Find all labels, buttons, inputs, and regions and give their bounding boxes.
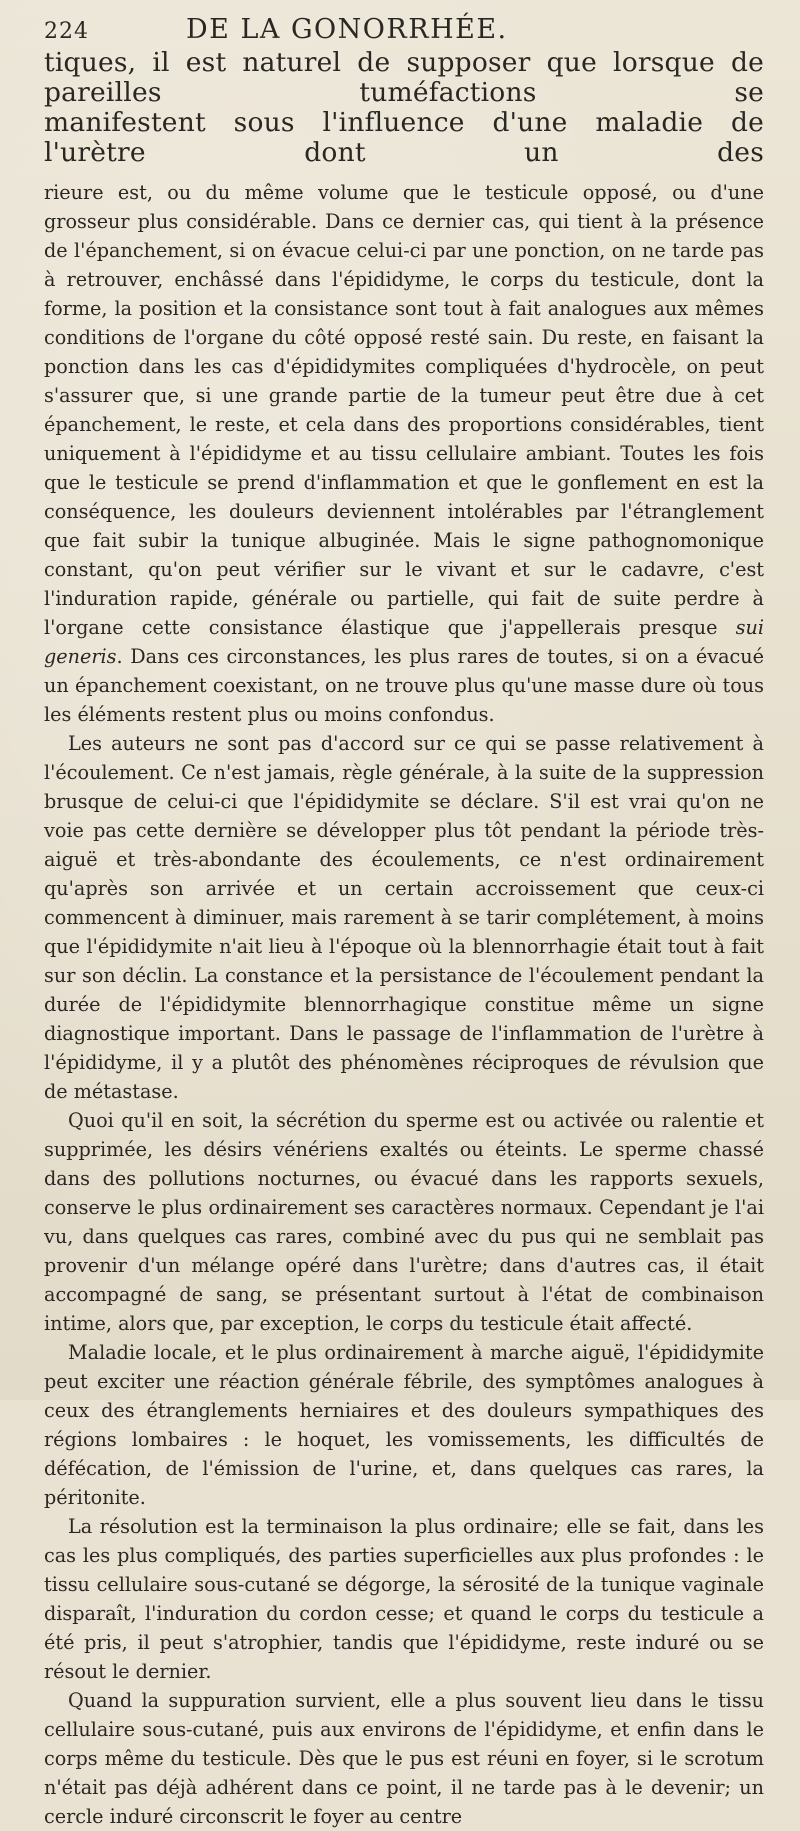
paragraph-3: Quoi qu'il en soit, la sécrétion du sperme est ou activée ou ralentie et supprimée, les désirs vénériens exaltés ou éteints. Le sperme chassé dans des pollutions nocturnes, ou évacué dans les rapports sexuels, conserve le plus ordinairement ses caractères normaux. Cependant je l'ai vu, dans quelques cas rares, combiné avec du pus qui ne semblait pas provenir d'un mélange opéré dans l'urètre; dans d'autres cas, il était accompagné de sang, se présentant surtout à l'état de combinaison intime, alors que, par exception, le corps du testicule était affecté. [44,1109,764,1335]
body-text [44,178,764,1831]
paragraph-6: Quand la suppuration survient, elle a plus souvent lieu dans le tissu cellulaire sous-cutané, puis aux environs de l'épididyme, et enfin dans le corps même du testicule. Dès que le pus est réuni en foyer, si le scrotum n'était pas déjà adhérent dans ce point, il ne tarde pas à le devenir; un cercle induré circonscrit le foyer au centre [44,1689,764,1828]
running-head [44,14,764,46]
running-title: DE LA GONORRHÉE. [186,14,508,45]
paragraph-1-italic: sui generis [44,616,764,668]
continuation-line-1: tiques, il est naturel de supposer que lorsque de pareilles tuméfactions se [44,47,764,108]
page-number: 224 [44,19,89,44]
paragraph-1-text: rieure est, ou du même volume que le testicule opposé, ou d'une grosseur plus considérable. Dans ce dernier cas, qui tient à la présence de l'épanchement, si on évacue celui-ci par une ponction, on ne tarde pas à retrouver, enchâssé dans l'épididyme, le corps du testicule, dont la forme, la position et la consistance sont tout à fait analogues aux mêmes conditions de l'organe du côté opposé resté sain. Du reste, en faisant la ponction dans les cas d'épididymites compliquées d'hydrocèle, on peut s'assurer que, si une grande partie de la tumeur peut être due à cet épanchement, le reste, et cela dans des proportions considérables, tient uniquement à l'épididyme et au tissu cellulaire ambiant. Toutes les fois que le testicule se prend d'inflammation et que le gonflement en est la conséquence, les douleurs deviennent intolérables par l'étranglement que fait subir la tunique albuginée. Mais le signe pathognomonique constant, qu'on peut vérifier sur le vivant et sur le cadavre, c'est l'induration rapide, générale ou partielle, qui fait de suite perdre à l'organe cette consistance élastique que j'appellerais presque [44,181,764,639]
continuation-text [44,48,764,168]
paragraph-1 [44,178,764,729]
paragraph-2: Les auteurs ne sont pas d'accord sur ce qui se passe relativement à l'écoulement. Ce n'est jamais, règle générale, à la suite de la suppression brusque de celui-ci que l'épididymite se déclare. S'il est vrai qu'on ne voie pas cette dernière se développer plus tôt pendant la période très-aiguë et très-abondante des écoulements, ce n'est ordinairement qu'après son arrivée et un certain accroissement que ceux-ci commencent à diminuer, mais rarement à se tarir complétement, à moins que l'épididymite n'ait lieu à l'époque où la blennorrhagie était tout à fait sur son déclin. La constance et la persistance de l'écoulement pendant la durée de l'épididymite blennorrhagique constitue même un signe diagnostique important. Dans le passage de l'inflammation de l'urètre à l'épididyme, il y a plutôt des phénomènes réciproques de révulsion que de métastase. [44,732,764,1103]
continuation-line-2: manifestent sous l'influence d'une maladie de l'urètre dont un des [44,107,764,168]
paragraph-5: La résolution est la terminaison la plus ordinaire; elle se fait, dans les cas les plus compliqués, des parties superficielles aux plus profondes : le tissu cellulaire sous-cutané se dégorge, la sérosité de la tunique vaginale disparaît, l'induration du cordon cesse; et quand le corps du testicule a été pris, il peut s'atrophier, tandis que l'épididyme, reste induré ou se résout le dernier. [44,1515,764,1683]
paragraph-1-after: . Dans ces circonstances, les plus rares de toutes, si on a évacué un épanchement coexistant, on ne trouve plus qu'une masse dure où tous les éléments restent plus ou moins confondus. [44,645,764,726]
paragraph-4: Maladie locale, et le plus ordinairement à marche aiguë, l'épididymite peut exciter une réaction générale fébrile, des symptômes analogues à ceux des étranglements herniaires et des douleurs sympathiques des régions lombaires : le hoquet, les vomissements, les difficultés de défécation, de l'émission de l'urine, et, dans quelques cas rares, la péritonite. [44,1341,764,1509]
